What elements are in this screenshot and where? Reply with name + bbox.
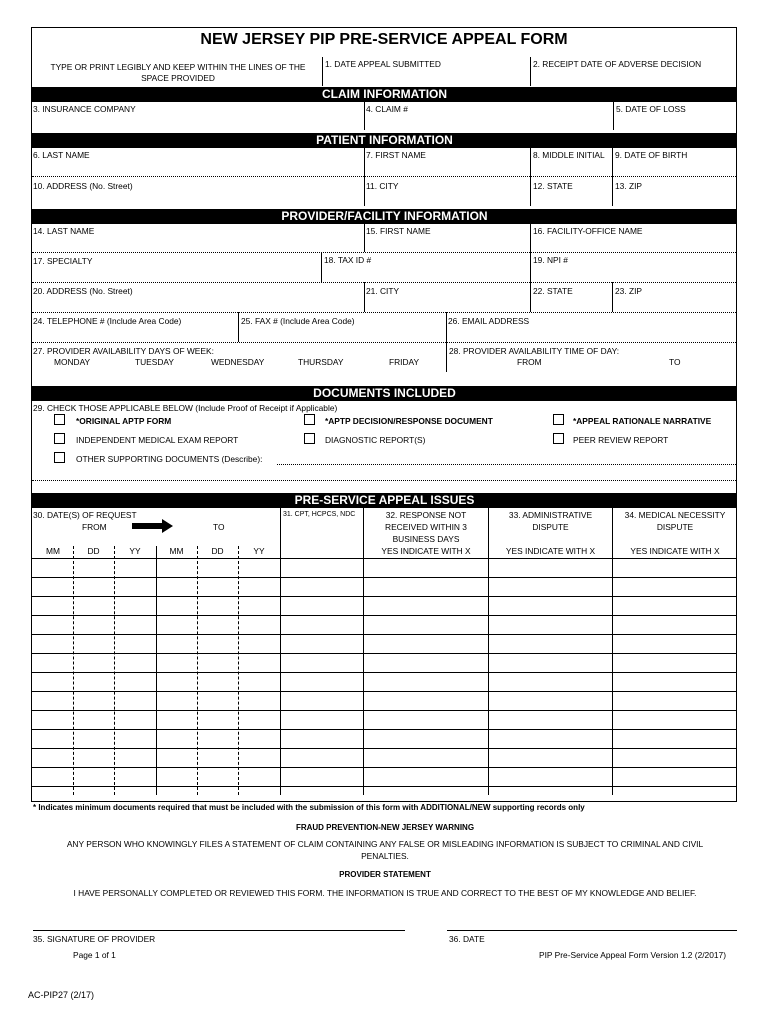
patient-address-field[interactable]: [32, 191, 364, 206]
label-11: 11. CITY: [366, 181, 399, 191]
doc-peer-review: PEER REVIEW REPORT: [573, 435, 669, 445]
col-dd-from: DD: [87, 546, 100, 556]
day-friday: FRIDAY: [389, 357, 420, 367]
table-row[interactable]: [32, 730, 736, 748]
doc-original-aptp-form: *ORIGINAL APTP FORM: [76, 416, 172, 426]
time-from: FROM: [517, 357, 542, 367]
table-row[interactable]: [32, 692, 736, 710]
checkbox-appeal-rationale[interactable]: [553, 414, 564, 425]
label-34-c: YES INDICATE WITH X: [630, 546, 720, 556]
label-33-b: DISPUTE: [532, 522, 569, 532]
statement-text: I HAVE PERSONALLY COMPLETED OR REVIEWED THIS FORM. THE INFORMATION IS TRUE AND CORRECT TO THE BEST OF MY KNOWLEDGE AND BELIEF.: [73, 888, 697, 898]
day-tuesday: TUESDAY: [135, 357, 174, 367]
telephone-field[interactable]: [32, 326, 238, 342]
form-title: NEW JERSEY PIP PRE-SERVICE APPEAL FORM: [200, 31, 568, 48]
email-field[interactable]: [447, 326, 736, 342]
label-33-c: YES INDICATE WITH X: [505, 546, 596, 556]
patient-city-field[interactable]: [365, 191, 530, 206]
patient-last-name-field[interactable]: [32, 160, 364, 176]
label-21: 21. CITY: [366, 286, 400, 296]
label-5: 5. DATE OF LOSS: [616, 104, 686, 114]
col-mm-to: MM: [169, 546, 184, 556]
provider-city-field[interactable]: [365, 296, 530, 312]
checkbox-aptp-decision[interactable]: [304, 414, 315, 425]
row-separator: [32, 252, 736, 253]
provider-first-name-field[interactable]: [365, 236, 530, 252]
page-number: Page 1 of 1: [73, 950, 116, 960]
label-16: 16. FACILITY-OFFICE NAME: [533, 226, 643, 236]
label-35: 35. SIGNATURE OF PROVIDER: [33, 934, 156, 944]
table-row[interactable]: [32, 673, 736, 691]
provider-state-field[interactable]: [531, 296, 612, 312]
instructions: TYPE OR PRINT LEGIBLY AND KEEP WITHIN THE LINES OF THE: [50, 62, 306, 72]
doc-ime-report: INDEPENDENT MEDICAL EXAM REPORT: [76, 435, 239, 445]
section-appeal-issues: PRE-SERVICE APPEAL ISSUES: [32, 493, 737, 508]
day-thursday: THURSDAY: [298, 357, 344, 367]
label-19: 19. NPI #: [533, 255, 568, 265]
facility-office-name-field[interactable]: [531, 236, 736, 252]
day-monday: MONDAY: [54, 357, 91, 367]
patient-first-name-field[interactable]: [365, 160, 530, 176]
patient-middle-initial-field[interactable]: [531, 160, 612, 176]
col-dd-to: DD: [211, 546, 224, 556]
label-33-a: 33. ADMINISTRATIVE: [508, 510, 593, 520]
patient-dob-field[interactable]: [613, 160, 736, 176]
label-31: 31. CPT, HCPCS, NDC: [283, 511, 356, 518]
doc-other: OTHER SUPPORTING DOCUMENTS (Describe):: [76, 454, 263, 464]
section-patient-information: PATIENT INFORMATION: [32, 133, 737, 148]
label-14: 14. LAST NAME: [33, 226, 95, 236]
row-separator: [32, 312, 736, 313]
col-yy-from: YY: [129, 546, 141, 556]
fax-field[interactable]: [239, 326, 446, 342]
checkbox-peer-review[interactable]: [553, 433, 564, 444]
row-separator: [32, 342, 736, 343]
form-id: AC-PIP27 (2/17): [28, 990, 95, 1000]
label-23: 23. ZIP: [615, 286, 642, 296]
footnote: * Indicates minimum documents required that must be included with the submission of this form with ADDITIONAL/NEW supporting records only: [33, 803, 585, 812]
label-25: 25. FAX # (Include Area Code): [241, 316, 355, 326]
label-17: 17. SPECIALTY: [33, 256, 93, 266]
label-32-c: BUSINESS DAYS: [392, 534, 460, 544]
label-10: 10. ADDRESS (No. Street): [33, 181, 133, 191]
table-row[interactable]: [32, 711, 736, 729]
table-row[interactable]: [32, 597, 736, 615]
label-30: 30. DATE(S) OF REQUEST: [33, 510, 137, 520]
claim-number-field[interactable]: [365, 114, 613, 130]
label-18: 18. TAX ID #: [324, 255, 372, 265]
label-20: 20. ADDRESS (No. Street): [33, 286, 133, 296]
label-36: 36. DATE: [449, 934, 485, 944]
label-34-a: 34. MEDICAL NECESSITY: [624, 510, 726, 520]
date-of-loss-field[interactable]: [614, 114, 736, 130]
label-12: 12. STATE: [533, 181, 573, 191]
patient-zip-field[interactable]: [613, 191, 736, 206]
label-1: 1. DATE APPEAL SUBMITTED: [325, 59, 441, 69]
checkbox-diagnostic-reports[interactable]: [304, 433, 315, 444]
label-26: 26. EMAIL ADDRESS: [448, 316, 530, 326]
doc-diagnostic-reports: DIAGNOSTIC REPORT(S): [325, 435, 426, 445]
statement-title: PROVIDER STATEMENT: [339, 870, 431, 879]
label-32-a: 32. RESPONSE NOT: [385, 510, 467, 520]
table-row[interactable]: [32, 749, 736, 767]
issues-from: FROM: [82, 522, 107, 532]
provider-zip-field[interactable]: [613, 296, 736, 312]
label-22: 22. STATE: [533, 286, 573, 296]
version: PIP Pre-Service Appeal Form Version 1.2 (2/2017): [539, 950, 726, 960]
label-27: 27. PROVIDER AVAILABILITY DAYS OF WEEK:: [33, 346, 214, 356]
label-15: 15. FIRST NAME: [366, 226, 431, 236]
date-line[interactable]: [447, 930, 737, 931]
label-28: 28. PROVIDER AVAILABILITY TIME OF DAY:: [449, 346, 620, 356]
label-4: 4. CLAIM #: [366, 104, 408, 114]
section-provider-information: PROVIDER/FACILITY INFORMATION: [32, 209, 737, 224]
section-claim-information: CLAIM INFORMATION: [32, 87, 737, 102]
col-mm-from: MM: [46, 546, 60, 556]
label-7: 7. FIRST NAME: [366, 150, 426, 160]
doc-aptp-decision: *APTP DECISION/RESPONSE DOCUMENT: [325, 416, 493, 426]
table-row[interactable]: [32, 616, 736, 634]
tax-id-field[interactable]: [322, 266, 530, 282]
label-24: 24. TELEPHONE # (Include Area Code): [33, 316, 182, 326]
table-row[interactable]: [32, 559, 736, 577]
checkbox-original-aptp-form[interactable]: [54, 414, 65, 425]
patient-state-field[interactable]: [531, 191, 612, 206]
doc-appeal-rationale: *APPEAL RATIONALE NARRATIVE: [573, 416, 712, 426]
checkbox-other-documents[interactable]: [54, 452, 65, 463]
specialty-field[interactable]: [32, 266, 321, 282]
label-32-b: RECEIVED WITHIN 3: [385, 522, 467, 532]
insurance-company-field[interactable]: [32, 114, 364, 130]
label-32-d: YES INDICATE WITH X: [381, 546, 471, 556]
time-to: TO: [669, 357, 681, 367]
label-2: 2. RECEIPT DATE OF ADVERSE DECISION: [533, 59, 702, 69]
fraud-title: FRAUD PREVENTION-NEW JERSEY WARNING: [295, 823, 475, 832]
checkbox-ime-report[interactable]: [54, 433, 65, 444]
issues-to: TO: [213, 522, 225, 532]
label-6: 6. LAST NAME: [33, 150, 90, 160]
row-separator: [32, 176, 736, 177]
row-separator: [32, 282, 736, 283]
label-8: 8. MIDDLE INITIAL: [533, 150, 605, 160]
instructions-2: SPACE PROVIDED: [141, 73, 215, 83]
fraud-text-2: PENALTIES.: [361, 851, 409, 861]
label-29: 29. CHECK THOSE APPLICABLE BELOW (Include Proof of Receipt if Applicable): [33, 403, 338, 413]
table-row[interactable]: [32, 635, 736, 653]
day-wednesday: WEDNESDAY: [211, 357, 265, 367]
provider-address-field[interactable]: [32, 296, 364, 312]
npi-field[interactable]: [531, 266, 736, 282]
signature-line[interactable]: [33, 930, 405, 931]
label-3: 3. INSURANCE COMPANY: [33, 104, 136, 114]
fraud-text: ANY PERSON WHO KNOWINGLY FILES A STATEMENT OF CLAIM CONTAINING ANY FALSE OR MISLEADING INFORMATION IS SUBJECT TO CRIMINAL AND CIVIL: [66, 839, 704, 849]
table-row[interactable]: [32, 768, 736, 786]
arrow-right-icon: [132, 519, 174, 533]
section-documents-included: DOCUMENTS INCLUDED: [32, 386, 737, 401]
table-row[interactable]: [32, 654, 736, 672]
label-9: 9. DATE OF BIRTH: [615, 150, 688, 160]
label-13: 13. ZIP: [615, 181, 642, 191]
col-yy-to: YY: [253, 546, 265, 556]
other-documents-line[interactable]: [277, 464, 736, 465]
row-line: [32, 786, 736, 787]
row-separator: [32, 480, 736, 481]
provider-last-name-field[interactable]: [32, 236, 364, 252]
label-34-b: DISPUTE: [656, 522, 694, 532]
table-row[interactable]: [32, 578, 736, 596]
